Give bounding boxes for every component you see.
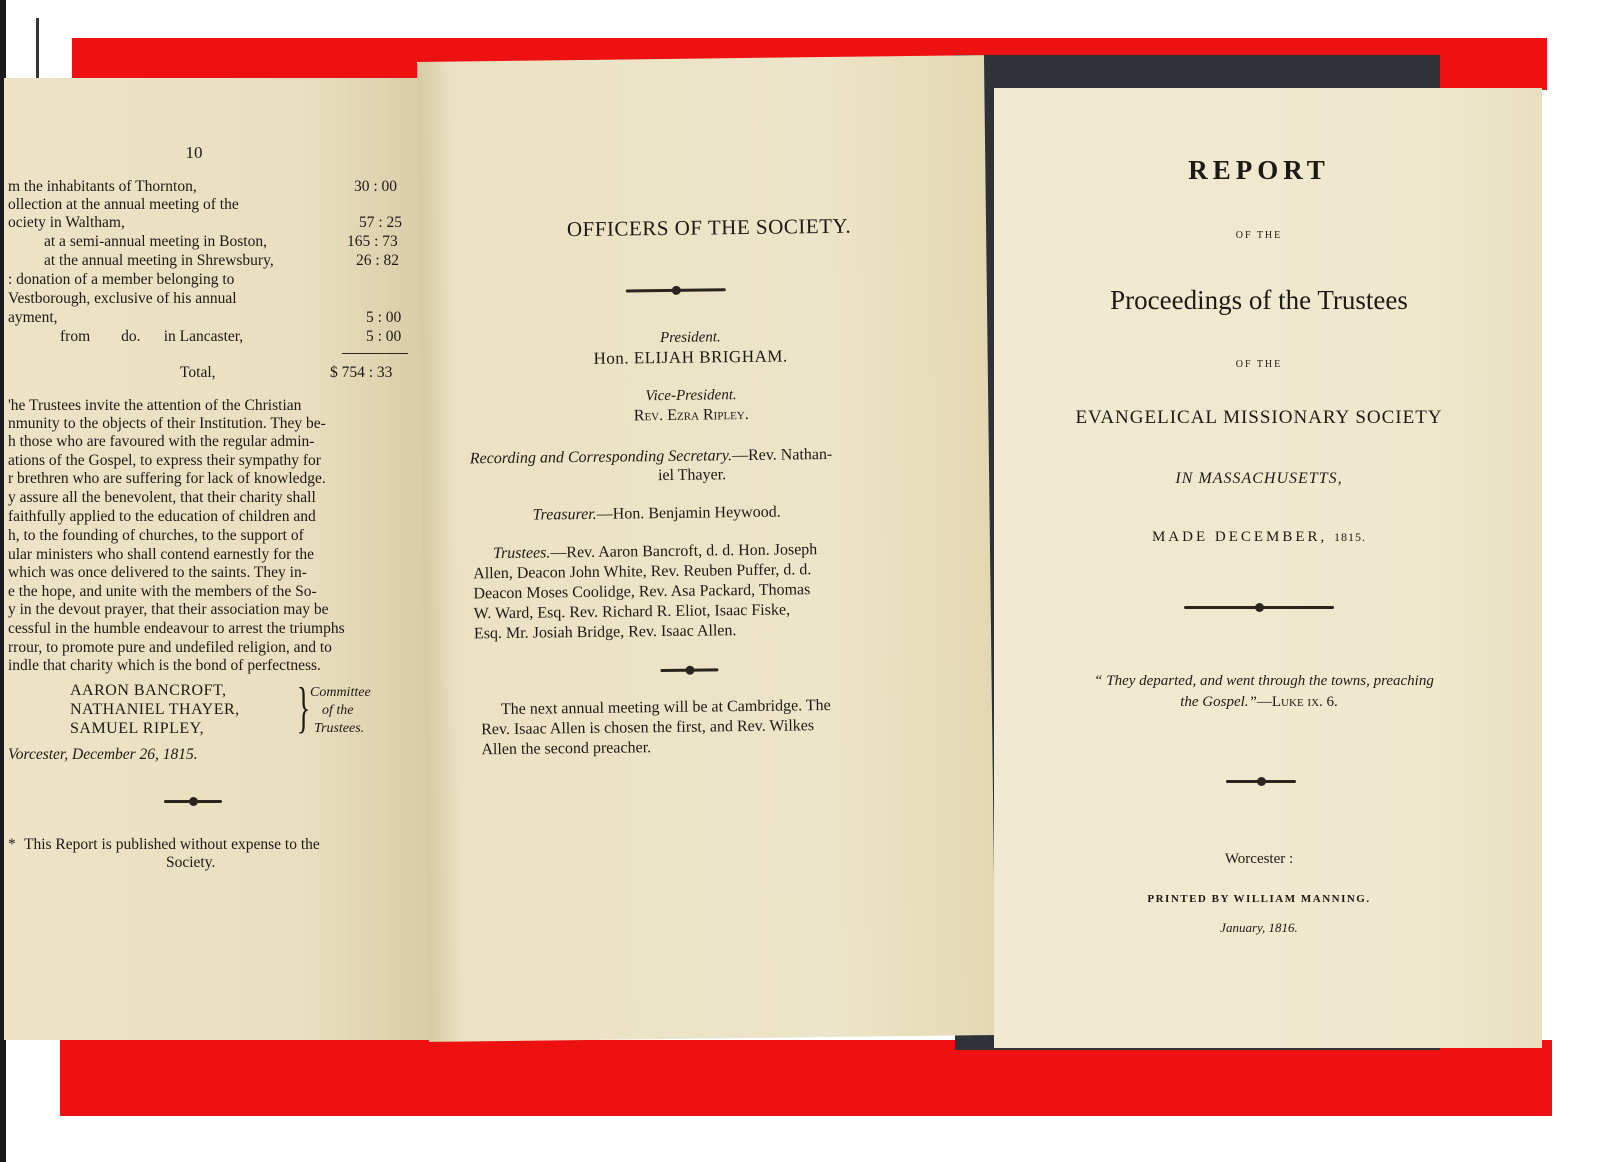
paragraph-line: cessful in the humble endeavour to arrest the triumphs — [8, 620, 345, 637]
officers-heading: OFFICERS OF THE SOCIETY. — [566, 213, 852, 242]
quote-text: the Gospel.” — [1180, 694, 1257, 710]
account-label: from do. in Lancaster, — [60, 328, 244, 345]
trustees-names: —Rev. Aaron Bancroft, d. d. Hon. Joseph — [550, 541, 818, 562]
note-line: This Report is published without expense to the — [24, 836, 320, 853]
paragraph-line: r brethren who are suffering for lack of knowledge. — [8, 470, 326, 487]
signer-name: NATHANIEL THAYER, — [70, 701, 240, 718]
note-line: Society. — [166, 854, 216, 871]
committee-line: Committee — [310, 685, 371, 700]
total-amount: $ 754 : 33 — [330, 364, 393, 381]
meeting-line: Rev. Isaac Allen is chosen the first, and Rev. Wilkes — [481, 717, 815, 739]
trustees-title: Trustees. — [492, 544, 551, 563]
trustees-line — [493, 541, 817, 563]
report-title: REPORT — [1188, 155, 1330, 185]
quote-line: “ They departed, and went through the towns, preaching — [1094, 673, 1434, 689]
paragraph-line: indle that charity which is the bond of perfectness. — [8, 657, 321, 674]
paragraph-line: h, to the founding of churches, to the support of — [8, 527, 304, 544]
secretary-name: —Rev. Nathan- — [731, 445, 833, 465]
made-label: MADE DECEMBER, — [1151, 529, 1328, 545]
ornament-divider — [1226, 780, 1296, 783]
ornament-divider — [164, 800, 222, 803]
printer-name: PRINTED BY WILLIAM MANNING. — [1147, 893, 1371, 905]
left-page — [4, 78, 432, 1040]
paragraph-line: nmunity to the objects of their Institution. They be- — [8, 415, 326, 432]
account-label: at the annual meeting in Shrewsbury, — [44, 252, 274, 269]
account-amount: 5 : 00 — [366, 328, 402, 345]
page-number: 10 — [185, 143, 203, 162]
ornament-divider — [1184, 606, 1334, 609]
committee-line: of the — [322, 703, 354, 718]
trustees-line: Deacon Moses Coolidge, Rev. Asa Packard, Thomas — [473, 581, 811, 603]
account-amount: 165 : 73 — [347, 233, 398, 250]
paragraph-line: faithfully applied to the education of children and — [8, 508, 316, 525]
paragraph-line: y assure all the benevolent, that their charity shall — [8, 489, 316, 506]
vice-president-name: Rev. Ezra Ripley. — [633, 405, 749, 425]
ornament-divider — [626, 288, 726, 292]
note-star: * — [8, 836, 16, 853]
account-label: ayment, — [8, 309, 58, 326]
account-amount: 30 : 00 — [354, 178, 398, 195]
red-band-bottom — [60, 1040, 1552, 1116]
meeting-line: The next annual meeting will be at Cambridge. The — [500, 696, 831, 719]
treasurer-line — [532, 504, 780, 525]
treasurer-name: —Hon. Benjamin Heywood. — [596, 503, 781, 523]
trustees-line: W. Ward, Esq. Rev. Richard R. Eliot, Isaac Fiske, — [473, 601, 791, 623]
quote-line-2 — [994, 693, 1524, 711]
middle-page — [417, 55, 996, 1042]
account-amount: 26 : 82 — [356, 252, 400, 269]
total-label: Total, — [180, 364, 216, 381]
made-year: 1815. — [1334, 530, 1367, 544]
brace: } — [296, 677, 311, 739]
signer-name: AARON BANCROFT, — [70, 682, 227, 699]
paragraph-line: ations of the Gospel, to express their sympathy for — [8, 452, 321, 469]
trustees-line: Esq. Mr. Josiah Bridge, Rev. Isaac Allen. — [473, 622, 737, 643]
account-label: Vestborough, exclusive of his annual — [8, 290, 237, 307]
title-page — [994, 88, 1542, 1048]
trustees-line: Allen, Deacon John White, Rev. Reuben Puffer, d. d. — [473, 561, 812, 583]
of-the-label: OF THE — [1235, 230, 1283, 241]
account-label: ollection at the annual meeting of the — [8, 196, 239, 213]
paragraph-line: which was once delivered to the saints. They in- — [8, 564, 307, 581]
state-name: IN MASSACHUSETTS, — [1175, 470, 1343, 487]
account-label: ociety in Waltham, — [8, 214, 125, 231]
president-title: President. — [659, 329, 721, 347]
account-label: : donation of a member belonging to — [8, 271, 235, 288]
of-the-label: OF THE — [1235, 359, 1283, 370]
president-name: Hon. ELIJAH BRIGHAM. — [593, 346, 788, 368]
left-edge-mark — [36, 18, 39, 78]
account-label: m the inhabitants of Thornton, — [8, 178, 197, 195]
account-amount: 5 : 00 — [366, 309, 402, 326]
ornament-divider — [660, 668, 718, 672]
paragraph-line: e the hope, and unite with the members of the So- — [8, 583, 317, 600]
secretary-title: Recording and Corresponding Secretary. — [469, 447, 733, 468]
proceedings-title: Proceedings of the Trustees — [1110, 285, 1408, 315]
treasurer-title: Treasurer. — [532, 505, 597, 524]
account-amount: 57 : 25 — [359, 214, 403, 231]
paragraph-line: rrour, to promote pure and undefiled religion, and to — [8, 639, 332, 656]
paragraph-line: h those who are favoured with the regular admin- — [8, 433, 315, 450]
secretary-name-cont: iel Thayer. — [657, 466, 727, 485]
account-label: at a semi-annual meeting in Boston, — [44, 233, 267, 250]
vice-president-title: Vice-President. — [645, 387, 737, 405]
quote-citation: —Luke ix. 6. — [1256, 694, 1338, 710]
committee-line: Trustees. — [314, 721, 365, 736]
signer-name: SAMUEL RIPLEY, — [70, 720, 205, 737]
paragraph-line: y in the devout prayer, that their association may be — [8, 601, 329, 618]
place-date: Vorcester, December 26, 1815. — [8, 746, 198, 763]
made-line — [994, 528, 1524, 546]
city-name: Worcester : — [1224, 851, 1294, 867]
paragraph-line: 'he Trustees invite the attention of the Christian — [8, 397, 302, 414]
print-date: January, 1816. — [1220, 920, 1298, 935]
meeting-line: Allen the second preacher. — [481, 739, 652, 759]
society-name: EVANGELICAL MISSIONARY SOCIETY — [1075, 407, 1443, 428]
paragraph-line: ular ministers who shall contend earnestly for the — [8, 546, 315, 563]
total-rule — [342, 353, 408, 354]
